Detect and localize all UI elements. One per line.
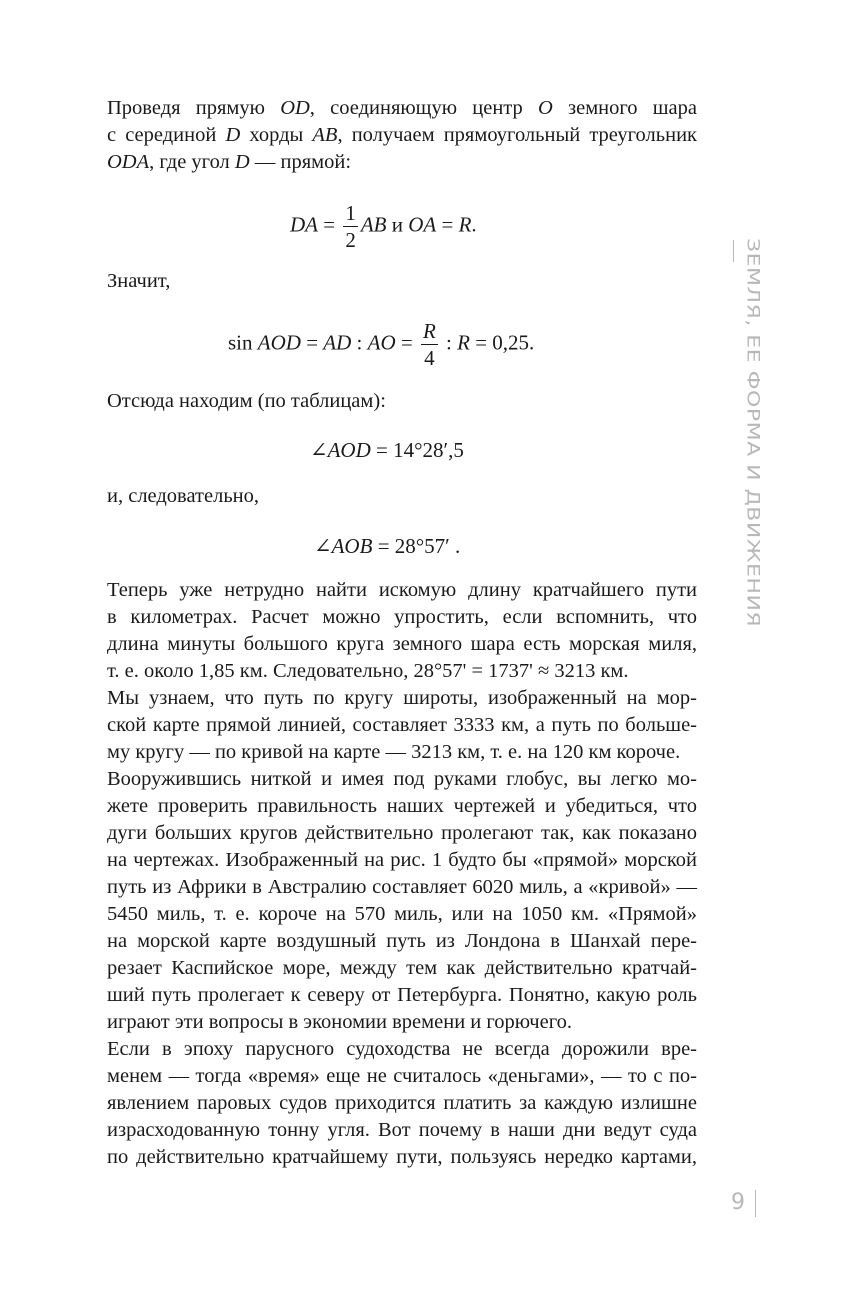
math-var: R xyxy=(458,212,472,237)
formula-1 xyxy=(290,200,477,253)
math-var: AB xyxy=(360,212,387,237)
running-header: ЗЕМЛЯ, ЕЕ ФОРМА И ДВИЖЕНИЯ xyxy=(743,238,763,628)
text-line: на чертежах. Изображенный на рис. 1 будто бы «прямой» морской xyxy=(107,849,697,871)
paragraph-i-sled xyxy=(107,483,697,510)
text-line: в километрах. Расчет можно упростить, если вспомнить, что xyxy=(107,606,697,628)
text-run: хорды xyxy=(240,124,313,146)
text-line xyxy=(107,95,697,122)
text-line: явлением паровых судов приходится платить за каждую излишне xyxy=(107,1092,697,1114)
text-run: Отсюда находим (по таблицам): xyxy=(107,390,386,412)
math-var: D xyxy=(234,151,250,173)
math-op: = 14°28′,5 xyxy=(370,438,464,462)
text-run: — прямой: xyxy=(249,151,352,173)
paragraph-4 xyxy=(107,766,697,1036)
page-number-divider xyxy=(755,1190,756,1217)
math-op: = xyxy=(436,212,459,237)
text-line: резает Каспийское море, между тем как действительно кратчай- xyxy=(107,957,697,979)
text-run: , получаем прямоугольный треугольник xyxy=(337,124,697,146)
math-op: = 28°57′ . xyxy=(372,534,461,558)
text-run: , соединяющую центр xyxy=(309,97,538,119)
text-run: земного шара xyxy=(552,97,697,119)
text-line: длина минуты большого круга земного шара есть морская миля, xyxy=(107,633,697,655)
text-run: с серединой xyxy=(107,124,226,146)
math-var: AOB xyxy=(331,534,373,558)
fraction xyxy=(343,200,358,253)
math-op: = xyxy=(395,330,418,355)
text-line: играют эти вопросы в экономии времени и горючего. xyxy=(107,1011,572,1033)
text-run: Значит, xyxy=(107,270,171,292)
math-op: и xyxy=(386,212,409,237)
fraction-numerator: 1 xyxy=(345,201,356,225)
math-var: ODA xyxy=(107,151,150,173)
text-line: путь из Африки в Австралию составляет 6020 миль, а «кривой» — xyxy=(107,876,697,898)
math-var: AB xyxy=(312,124,338,146)
math-op: . xyxy=(471,212,477,237)
math-op: = xyxy=(300,330,324,355)
text-line: ший путь пролегает к северу от Петербурга. Понятно, какую роль xyxy=(107,984,697,1006)
text-run: Проведя прямую xyxy=(107,97,281,119)
paragraph-1 xyxy=(107,95,697,176)
math-var: AO xyxy=(367,330,396,355)
paragraph-znachit xyxy=(107,268,697,295)
math-op: sin xyxy=(228,330,258,355)
text-run: и, следовательно, xyxy=(107,485,260,507)
formula-2 xyxy=(228,318,534,371)
math-var: AOD xyxy=(327,438,371,462)
angle-symbol: ∠ xyxy=(314,534,332,558)
fraction-numerator: R xyxy=(422,319,436,343)
text-line: Вооружившись ниткой и имея под руками глобус, вы легко мо- xyxy=(107,768,697,790)
math-var: AOD xyxy=(257,330,301,355)
math-op: : xyxy=(351,330,368,355)
paragraph-3 xyxy=(107,685,697,766)
text-run: , где угол xyxy=(149,151,235,173)
text-line: ской карте прямой линией, составляет 3333 км, а путь по больше- xyxy=(107,714,697,736)
angle-symbol: ∠ xyxy=(310,438,328,462)
paragraph-otsyuda xyxy=(107,388,697,415)
paragraph-2 xyxy=(107,577,697,685)
text-line: му кругу — по кривой на карте — 3213 км, т. е. на 120 км короче. xyxy=(107,741,681,763)
math-var: DA xyxy=(290,212,318,237)
text-line: жете проверить правильность наших чертежей и убедиться, что xyxy=(107,795,697,817)
formula-3 xyxy=(310,437,464,464)
text-line: Если в эпоху парусного судоходства не всегда дорожили вре- xyxy=(107,1038,697,1060)
math-op: : xyxy=(440,330,458,355)
text-line: 5450 миль, т. е. короче на 570 миль, или на 1050 км. «Прямой» xyxy=(107,903,697,925)
fraction xyxy=(421,318,438,371)
text-line: дуги больших кругов действительно пролегают так, как показано xyxy=(107,822,697,844)
math-op: = xyxy=(318,212,341,237)
paragraph-5 xyxy=(107,1036,697,1171)
page-number: 9 xyxy=(731,1190,745,1215)
text-line: т. е. около 1,85 км. Следовательно, 28°57' = 1737' ≈ 3213 км. xyxy=(107,660,629,682)
text-line: Теперь уже нетрудно найти искомую длину кратчайшего пути xyxy=(107,579,697,601)
math-var: AD xyxy=(323,330,352,355)
text-line: менем — тогда «время» еще не считалось «деньгами», — то с по- xyxy=(107,1065,697,1087)
header-divider xyxy=(733,240,734,262)
math-var: R xyxy=(457,330,470,355)
text-line xyxy=(107,149,697,176)
fraction-denominator: 2 xyxy=(345,228,356,252)
formula-4 xyxy=(314,533,460,560)
math-op: = 0,25. xyxy=(469,330,535,355)
math-var: O xyxy=(537,97,553,119)
text-line xyxy=(107,122,697,149)
text-line: Мы узнаем, что путь по кругу широты, изображенный на мор- xyxy=(107,687,697,709)
fraction-denominator: 4 xyxy=(424,346,435,370)
text-line: по действительно кратчайшему пути, пользуясь нередко картами, xyxy=(107,1146,697,1168)
math-var: OA xyxy=(408,212,437,237)
text-line: на морской карте воздушный путь из Лондона в Шанхай пере- xyxy=(107,930,697,952)
math-var: OD xyxy=(280,97,310,119)
math-var: D xyxy=(225,124,241,146)
text-line: израсходованную тонну угля. Вот почему в наши дни ведут суда xyxy=(107,1119,697,1141)
